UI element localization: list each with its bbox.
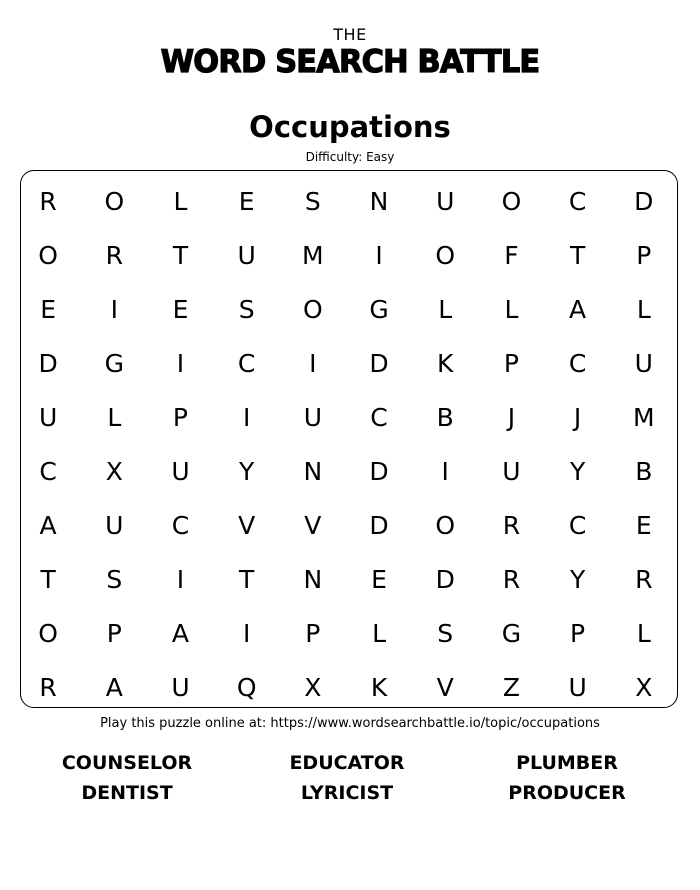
grid-cell[interactable]: I [441,456,449,486]
grid-cell[interactable]: E [371,564,387,594]
grid-cell[interactable]: U [568,672,587,702]
grid-cell[interactable]: M [302,240,324,270]
grid-cell[interactable]: K [370,672,388,702]
grid-cell[interactable]: N [303,564,323,594]
grid-cell[interactable]: Y [569,456,586,486]
grid-cell[interactable]: R [502,510,521,540]
grid-cell[interactable]: U [171,672,190,702]
word-counselor: COUNSELOR [61,752,193,774]
grid-cell[interactable]: O [38,240,58,270]
grid-cell[interactable]: C [171,510,190,540]
grid-cell[interactable]: P [172,402,188,432]
grid-cell[interactable]: U [502,456,521,486]
word-producer: PRODUCER [508,782,626,804]
grid-cell[interactable]: X [105,456,123,486]
grid-cell[interactable]: L [504,294,519,324]
grid-cell[interactable]: D [369,348,389,378]
grid-cell[interactable]: L [438,294,453,324]
grid-cell[interactable]: A [171,618,190,648]
grid-cell[interactable]: S [106,564,123,594]
grid-cell[interactable]: Q [236,672,257,702]
grid-cell[interactable]: O [501,186,522,216]
grid-cell[interactable]: R [39,672,57,702]
grid-cell[interactable]: F [504,240,519,270]
grid-cell[interactable]: D [369,510,389,540]
grid-cell[interactable]: O [104,186,125,216]
grid-cell[interactable]: G [501,618,522,648]
grid-cell[interactable]: D [38,348,58,378]
grid-cell[interactable]: P [636,240,652,270]
grid-cell[interactable]: T [569,240,586,270]
grid-cell[interactable]: C [568,186,587,216]
grid-cell[interactable]: L [173,186,188,216]
word-educator: EDUCATOR [289,752,405,774]
grid-cell[interactable]: U [38,402,58,432]
letter-grid [15,174,677,714]
grid-cell[interactable]: L [107,402,122,432]
grid-cell[interactable]: X [304,672,322,702]
grid-cell[interactable]: I [242,618,251,648]
grid-cell[interactable]: G [104,348,124,378]
grid-cell[interactable]: C [568,348,587,378]
word-plumber: PLUMBER [516,752,618,774]
grid-cell[interactable]: Z [502,672,520,702]
grid-cell[interactable]: P [503,348,519,378]
grid-cell[interactable]: C [568,510,587,540]
grid-cell[interactable]: I [309,348,317,378]
word-lyricist: LYRICIST [300,782,394,804]
grid-cell[interactable]: O [435,510,456,540]
grid-cell[interactable]: J [507,402,516,432]
grid-cell[interactable]: O [435,240,456,270]
online-link[interactable]: Play this puzzle online at: https://www.wordsearchbattle.io/topic/occupations [100,716,600,731]
grid-cell[interactable]: U [237,240,256,270]
grid-cell[interactable]: P [106,618,122,648]
grid-cell[interactable]: O [303,294,323,324]
grid-cell[interactable]: R [105,240,123,270]
grid-cell[interactable]: A [569,294,587,324]
grid-cell[interactable]: I [176,348,185,378]
grid-cell[interactable]: T [40,564,56,594]
grid-cell[interactable]: T [239,564,255,594]
grid-cell[interactable]: P [570,618,586,648]
grid-cell[interactable]: I [375,240,383,270]
grid-cell[interactable]: U [634,348,653,378]
grid-cell[interactable]: C [370,402,388,432]
grid-cell[interactable]: B [436,402,454,432]
grid-cell[interactable]: U [171,456,190,486]
pre-title: THE [333,25,367,44]
grid-cell[interactable]: Y [569,564,586,594]
grid-cell[interactable]: B [635,456,653,486]
grid-cell[interactable]: J [573,402,582,432]
grid-cell[interactable]: E [40,294,56,324]
brand-logo: WORD SEARCH BATTLE [160,44,540,80]
grid-cell[interactable]: L [636,618,651,648]
grid-cell[interactable]: I [176,564,185,594]
grid-cell[interactable]: I [110,294,118,324]
puzzle-title: Occupations [249,110,451,144]
grid-cell[interactable]: U [303,402,322,432]
grid-cell[interactable]: R [502,564,521,594]
grid-cell[interactable]: L [636,294,651,324]
grid-cell[interactable]: X [635,672,653,702]
grid-cell[interactable]: Y [239,456,255,486]
grid-cell[interactable]: N [369,186,389,216]
grid-cell[interactable]: D [369,456,389,486]
grid-cell[interactable]: C [237,348,256,378]
grid-cell[interactable]: A [105,672,123,702]
grid-cell[interactable]: U [105,510,124,540]
grid-cell[interactable]: A [39,510,57,540]
grid-cell[interactable]: U [436,186,455,216]
grid-cell[interactable]: C [39,456,57,486]
grid-cell[interactable]: S [238,294,255,324]
grid-cell[interactable]: D [634,186,654,216]
grid-cell[interactable]: P [305,618,321,648]
difficulty-label: Difficulty: Easy [305,150,395,164]
grid-cell[interactable]: N [303,456,323,486]
grid-cell[interactable]: L [372,618,386,648]
grid-cell[interactable]: V [238,510,256,540]
grid-cell[interactable]: D [435,564,455,594]
grid-cell[interactable]: S [304,186,321,216]
grid-cell[interactable]: V [436,672,454,702]
grid-cell[interactable]: I [242,402,251,432]
grid-cell[interactable]: E [635,510,652,540]
grid-cell[interactable]: T [172,240,189,270]
grid-cell[interactable]: E [172,294,189,324]
grid-cell[interactable]: S [437,618,454,648]
grid-cell[interactable]: R [635,564,653,594]
grid-cell[interactable]: G [369,294,389,324]
grid-cell[interactable]: K [437,348,454,378]
grid-cell[interactable]: M [632,402,655,432]
grid-cell[interactable]: R [39,186,57,216]
grid-cell[interactable]: V [304,510,322,540]
grid-cell[interactable]: E [238,186,255,216]
word-dentist: DENTIST [81,782,173,804]
grid-cell[interactable]: O [38,618,58,648]
